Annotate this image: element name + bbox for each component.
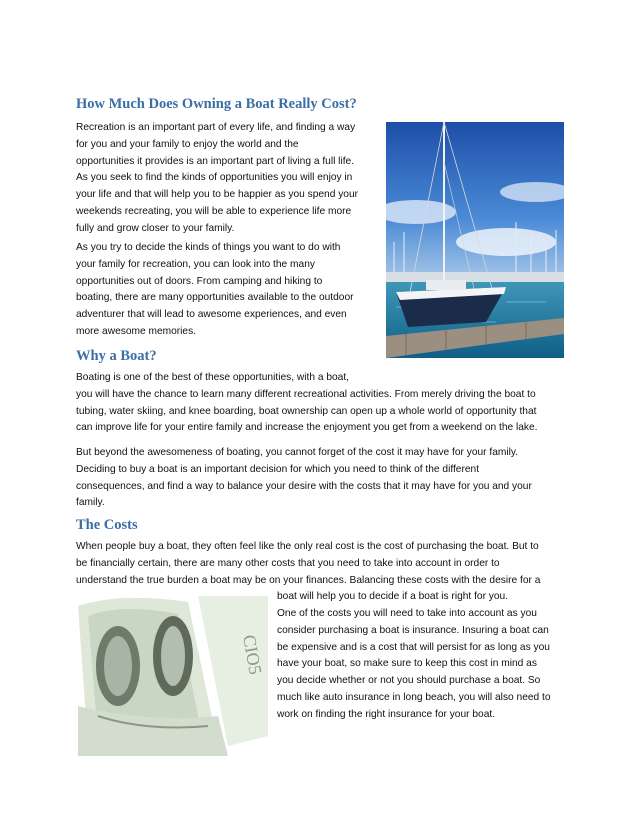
text-line: opportunities it provides is an important part of living a full life. [76, 155, 355, 167]
why-boat-paragraph-2 [76, 445, 566, 512]
text-line: boat will help you to decide if a boat is right for you. [277, 591, 509, 603]
text-line: your family for recreation, you can look into the many [76, 258, 315, 270]
text-line: weekends recreating, you will be able to experience life more [76, 205, 352, 217]
text-line: Deciding to buy a boat is an important decision for which you need to think of the different [76, 463, 480, 475]
text-line: be financially certain, there are many other costs that you need to take into account in order to [76, 557, 500, 569]
text-line: Recreation is an important part of every life, and finding a way [76, 122, 356, 133]
text-line: consequences, and find a way to balance your desire with the costs that it may have for you and your [76, 480, 532, 492]
text-line: have your boat, so make sure to keep this cost in mind as [277, 658, 537, 670]
text-line: family. [76, 497, 105, 509]
text-line: tubing, water skiing, and knee boarding, boat ownership can open up a whole world of opportunity that [76, 405, 537, 417]
text-line: As you try to decide the kinds of things you want to do with [76, 242, 341, 253]
text-line: can improve life for your entire family and increase the enjoyment you get from a weekend on the lake. [76, 422, 538, 434]
text-line: Boating is one of the best of these opportunities, with a boat, [76, 372, 349, 383]
text-line: When people buy a boat, they often feel like the only real cost is the cost of purchasing the boat. But to [76, 541, 539, 552]
text-line: for you and your family to enjoy the world and the [76, 138, 299, 150]
page-title: How Much Does Owning a Boat Really Cost? [76, 96, 357, 112]
text-line: you decide whether or not you should purchase a boat. So [277, 675, 541, 687]
sailboat-photo-icon [386, 122, 564, 358]
text-line: As you seek to find the kinds of opportunities you will enjoy in [76, 172, 353, 184]
text-line: consider purchasing a boat is insurance. Insuring a boat can [277, 624, 549, 636]
text-line: But beyond the awesomeness of boating, you cannot forget of the cost it may have for your family. [76, 447, 519, 458]
text-line: understand the true burden a boat may be on your finances. Balancing these costs with the desire for a [76, 574, 541, 586]
dollar-bills-photo [78, 596, 268, 756]
text-line: work on finding the right insurance for your boat. [277, 708, 496, 720]
money-photo-icon [78, 596, 268, 756]
section-heading-costs: The Costs [76, 517, 138, 533]
intro-paragraph-1 [76, 120, 376, 238]
text-line: boating, there are many opportunities available to the outdoor [76, 292, 354, 304]
text-line: you will have the chance to learn many different recreational activities. From merely driving the boat to [76, 388, 536, 400]
svg-text:CIO5: CIO5 [239, 633, 266, 677]
text-line: be expensive and is a cost that will persist for as long as you [277, 641, 550, 653]
text-line: fully and grow closer to your family. [76, 222, 235, 234]
text-line: much like auto insurance in long beach, you will also need to [277, 691, 551, 703]
costs-paragraph-2 [277, 606, 567, 724]
text-line: One of the costs you will need to take into account as you [277, 608, 537, 619]
section-heading-why-boat: Why a Boat? [76, 348, 157, 364]
intro-paragraph-2 [76, 240, 376, 341]
text-line: adventurer that will lead to awesome experiences, and even [76, 309, 347, 321]
text-line: opportunities out of doors. From camping and hiking to [76, 275, 323, 287]
why-boat-paragraph-1 [76, 370, 566, 437]
sailboat-harbor-photo [386, 122, 564, 358]
text-line: your life and that will help you to be happier as you spend your [76, 189, 359, 201]
text-line: more awesome memories. [76, 325, 197, 337]
